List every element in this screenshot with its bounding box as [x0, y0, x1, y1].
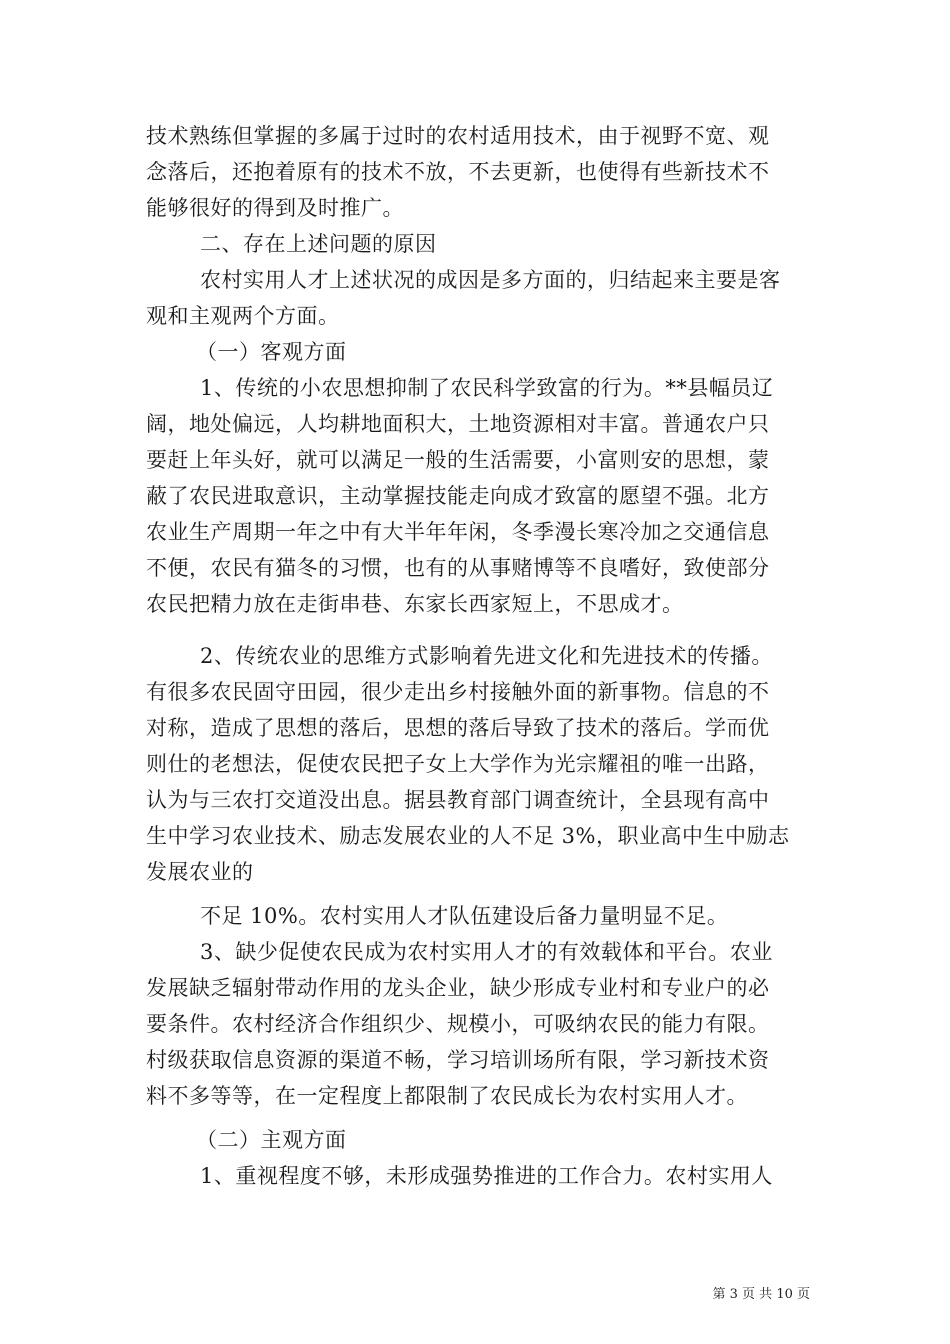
text-line-20: 生中学习农业技术、励志发展农业的人不足 3%，职业高中生中励志: [146, 824, 790, 848]
text-line-19: 认为与三农打交道没出息。据县教育部门调查统计，全县现有高中: [146, 788, 770, 812]
text-line-11: 蔽了农民进取意识，主动掌握技能走向成才致富的愿望不强。北方: [146, 484, 770, 508]
text-line-15: 2、传统农业的思维方式影响着先进文化和先进技术的传播。: [200, 644, 773, 668]
text-line-23: 3、缺少促使农民成为农村实用人才的有效载体和平台。农业: [200, 940, 773, 964]
text-line-26: 村级获取信息资源的渠道不畅，学习培训场所有限，学习新技术资: [146, 1048, 770, 1072]
text-line-17: 对称，造成了思想的落后，思想的落后导致了技术的落后。学而优: [146, 716, 770, 740]
text-line-2: 念落后，还抱着原有的技术不放，不去更新，也使得有些新技术不: [146, 160, 770, 184]
text-line-16: 有很多农民固守田园，很少走出乡村接触外面的新事物。信息的不: [146, 680, 770, 704]
text-line-9: 阔，地处偏远，人均耕地面积大，土地资源相对丰富。普通农户只: [146, 412, 770, 436]
text-line-14: 农民把精力放在走街串巷、东家长西家短上，不思成才。: [146, 592, 684, 616]
text-line-12: 农业生产周期一年之中有大半年年闲，冬季漫长寒冷加之交通信息: [146, 520, 770, 544]
text-line-5: 农村实用人才上述状况的成因是多方面的，归结起来主要是客: [200, 268, 781, 292]
subsection-heading-subjective: （二）主观方面: [196, 1128, 347, 1152]
text-line-22: 不足 10%。农村实用人才队伍建设后备力量明显不足。: [200, 904, 729, 928]
text-line-13: 不便，农民有猫冬的习惯，也有的从事赌博等不良嗜好，致使部分: [146, 556, 770, 580]
text-line-25: 要条件。农村经济合作组织少、规模小，可吸纳农民的能力有限。: [146, 1012, 770, 1036]
text-line-8: 1、传统的小农思想抑制了农民科学致富的行为。**县幅员辽: [200, 376, 774, 400]
text-line-24: 发展缺乏辐射带动作用的龙头企业，缺少形成专业村和专业户的必: [146, 976, 770, 1000]
text-line-27: 料不多等等，在一定程度上都限制了农民成长为农村实用人才。: [146, 1084, 748, 1108]
text-line-10: 要赶上年头好，就可以满足一般的生活需要，小富则安的思想，蒙: [146, 448, 770, 472]
section-heading: 二、存在上述问题的原因: [200, 232, 437, 256]
text-line-29: 1、重视程度不够，未形成强势推进的工作合力。农村实用人: [200, 1164, 773, 1188]
text-line-21: 发展农业的: [146, 860, 254, 884]
text-line-1: 技术熟练但掌握的多属于过时的农村适用技术，由于视野不宽、观: [146, 124, 770, 148]
text-line-18: 则仕的老想法，促使农民把子女上大学作为光宗耀祖的唯一出路，: [146, 752, 770, 776]
subsection-heading-objective: （一）客观方面: [196, 340, 347, 364]
text-line-3: 能够很好的得到及时推广。: [146, 196, 404, 220]
page-number-footer: 第 3 页 共 10 页: [712, 1287, 810, 1302]
text-line-6: 观和主观两个方面。: [146, 304, 340, 328]
